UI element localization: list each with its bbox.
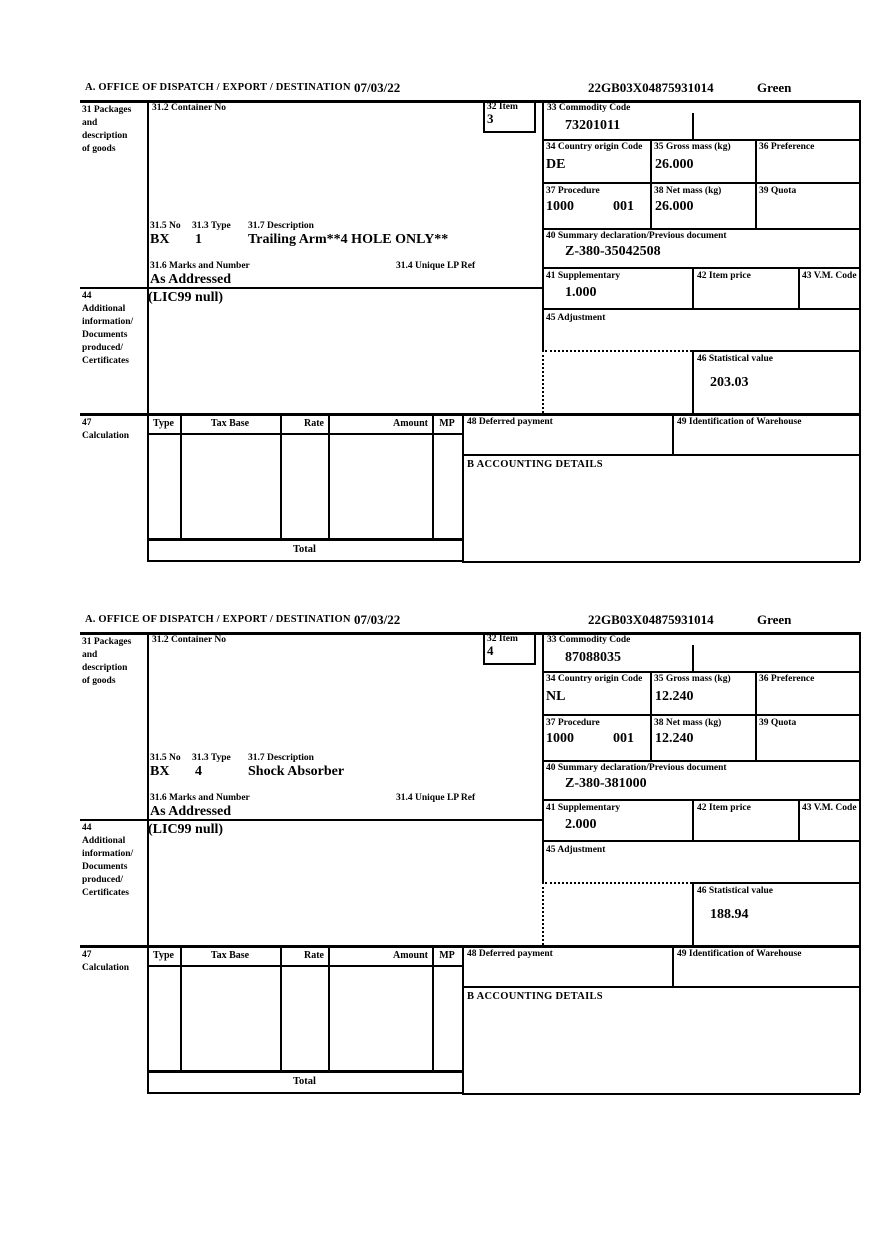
calc-col-rate: Rate — [304, 950, 324, 961]
rule-calc-header-bottom — [147, 433, 462, 435]
warehouse-id-label: 49 Identification of Warehouse — [677, 417, 802, 427]
rule-34-bottom — [542, 182, 860, 184]
box31-label-line1: 31 Packages — [82, 105, 132, 115]
gross-mass-label: 35 Gross mass (kg) — [654, 674, 731, 684]
box44-label-line5: produced/ — [82, 343, 124, 353]
box31-label-line4: of goods — [82, 144, 116, 154]
form-right-edge — [859, 632, 861, 1093]
procedure-value-2: 001 — [613, 731, 634, 746]
packages-no-label: 31.5 No — [150, 753, 181, 763]
net-mass-label: 38 Net mass (kg) — [654, 186, 722, 196]
box44-label — [82, 290, 133, 368]
calc-total-label: Total — [293, 1076, 316, 1087]
rule-40-bottom — [542, 799, 860, 801]
rule-41-bottom — [542, 840, 860, 842]
vm-code-label: 43 V.M. Code — [802, 803, 857, 813]
package-no-value: BX — [150, 232, 170, 247]
box47-label-line2: Calculation — [82, 963, 129, 973]
rule-41-bottom — [542, 308, 860, 310]
calc-divider-amount — [432, 945, 434, 1070]
calc-col-type: Type — [153, 950, 174, 961]
office-of-dispatch-label: A. OFFICE OF DISPATCH / EXPORT / DESTINATION — [85, 82, 351, 93]
package-no-value: BX — [150, 764, 170, 779]
package-type-value: 4 — [195, 764, 202, 779]
commodity-code-label: 33 Commodity Code — [547, 103, 631, 113]
box46-left — [692, 882, 694, 945]
origin-code-label: 34 Country origin Code — [546, 674, 643, 684]
box32-right — [534, 100, 536, 131]
entry-number: 22GB03X04875931014 — [588, 612, 714, 627]
row-divider-44-47 — [80, 413, 861, 416]
col-divider-42-43 — [798, 799, 800, 840]
accounting-details-label: B ACCOUNTING DETAILS — [467, 991, 603, 1002]
box31-label-line4: of goods — [82, 676, 116, 686]
col-divider-41-42 — [692, 267, 694, 308]
calc-divider-taxbase — [280, 945, 282, 1070]
box44-label — [82, 822, 133, 900]
box31-label-line1: 31 Packages — [82, 637, 132, 647]
col-divider-35-36 — [755, 671, 757, 760]
calc-col-tax-base: Tax Base — [210, 950, 250, 961]
procedure-value-1: 1000 — [546, 731, 574, 746]
calc-right-edge — [462, 945, 464, 1093]
rule-calc-header-bottom — [147, 965, 462, 967]
previous-document-label: 40 Summary declaration/Previous document — [546, 231, 727, 241]
origin-code-label: 34 Country origin Code — [546, 142, 643, 152]
marks-value: As Addressed — [150, 804, 232, 819]
package-type-value: 1 — [195, 232, 202, 247]
rule-calc-cells-bottom — [147, 538, 462, 541]
box33-separator — [692, 645, 694, 671]
box31-label-line2: and — [82, 650, 98, 660]
statistical-value-label: 46 Statistical value — [697, 886, 773, 896]
box44-label-line4: Documents — [82, 862, 128, 872]
rule-33-bottom — [542, 139, 860, 141]
quota-label: 39 Quota — [759, 186, 797, 196]
box33-separator — [692, 113, 694, 139]
label-column-divider — [147, 632, 149, 1094]
unique-lp-ref-label: 31.4 Unique LP Ref — [396, 793, 476, 803]
statistical-value: 188.94 — [710, 907, 749, 922]
calc-divider-type — [180, 945, 182, 1070]
description-label: 31.7 Description — [248, 221, 314, 231]
vm-code-label: 43 V.M. Code — [802, 271, 857, 281]
gross-mass-label: 35 Gross mass (kg) — [654, 142, 731, 152]
box44-label-line1: 44 — [82, 823, 92, 833]
deferred-payment-label: 48 Deferred payment — [467, 417, 553, 427]
box31-label — [82, 636, 131, 688]
previous-document-label: 40 Summary declaration/Previous document — [546, 763, 727, 773]
rule-48-bottom — [462, 986, 860, 988]
marks-value: As Addressed — [150, 272, 232, 287]
col-divider-41-42 — [692, 799, 694, 840]
goods-description-value: Trailing Arm**4 HOLE ONLY** — [248, 232, 449, 247]
box47-label-line1: 47 — [82, 950, 92, 960]
mid-right-divider — [542, 632, 544, 882]
rule-accounting-bottom — [462, 561, 860, 563]
form-right-edge — [859, 100, 861, 561]
adjustment-label: 45 Adjustment — [546, 313, 606, 323]
packages-type-label: 31.3 Type — [192, 221, 231, 231]
office-of-dispatch-label: A. OFFICE OF DISPATCH / EXPORT / DESTINATION — [85, 614, 351, 625]
row-divider-44-47 — [80, 945, 861, 948]
box44-label-line6: Certificates — [82, 888, 129, 898]
calc-col-tax-base: Tax Base — [210, 418, 250, 429]
dotted-left-46-region — [542, 882, 544, 945]
calc-col-mp: MP — [439, 950, 455, 961]
net-mass-value: 26.000 — [655, 199, 694, 214]
packages-no-label: 31.5 No — [150, 221, 181, 231]
rule-total-bottom — [147, 560, 464, 562]
calc-divider-type — [180, 413, 182, 538]
supplementary-label: 41 Supplementary — [546, 271, 621, 281]
rule-48-bottom — [462, 454, 860, 456]
warehouse-id-label: 49 Identification of Warehouse — [677, 949, 802, 959]
goods-description-value: Shock Absorber — [248, 764, 345, 779]
commodity-code-label: 33 Commodity Code — [547, 635, 631, 645]
description-label: 31.7 Description — [248, 753, 314, 763]
entry-status: Green — [757, 612, 792, 627]
box31-label-line3: description — [82, 131, 128, 141]
col-divider-34-35 — [650, 671, 652, 760]
box32-left — [483, 100, 485, 131]
calc-divider-taxbase — [280, 413, 282, 538]
marks-number-label: 31.6 Marks and Number — [150, 793, 250, 803]
net-mass-value: 12.240 — [655, 731, 694, 746]
entry-number: 22GB03X04875931014 — [588, 80, 714, 95]
item-price-label: 42 Item price — [697, 271, 751, 281]
packages-type-label: 31.3 Type — [192, 753, 231, 763]
gross-mass-value: 26.000 — [655, 157, 694, 172]
rule-32-bottom — [483, 131, 536, 133]
entry-date: 07/03/22 — [354, 80, 401, 95]
rule-46-top — [692, 350, 860, 352]
box32-right — [534, 632, 536, 663]
supplementary-label: 41 Supplementary — [546, 803, 621, 813]
divider-48-49 — [672, 945, 674, 986]
accounting-details-label: B ACCOUNTING DETAILS — [467, 459, 603, 470]
entry-date: 07/03/22 — [354, 612, 401, 627]
rule-37-bottom — [542, 760, 860, 762]
box47-label — [82, 949, 129, 975]
item-number: 4 — [487, 643, 494, 658]
calc-col-rate: Rate — [304, 418, 324, 429]
declaration-item-block-2 — [80, 610, 861, 1116]
statistical-value: 203.03 — [710, 375, 749, 390]
adjustment-label: 45 Adjustment — [546, 845, 606, 855]
additional-info-value: (LIC99 null) — [148, 822, 224, 837]
preference-label: 36 Preference — [759, 674, 815, 684]
calc-right-edge — [462, 413, 464, 561]
supplementary-value: 2.000 — [565, 817, 597, 832]
box47-label-line2: Calculation — [82, 431, 129, 441]
unique-lp-ref-label: 31.4 Unique LP Ref — [396, 261, 476, 271]
calc-col-amount: Amount — [392, 418, 428, 429]
origin-code-value: NL — [546, 689, 566, 704]
calc-divider-rate — [328, 945, 330, 1070]
col-divider-35-36 — [755, 139, 757, 228]
rule-calc-cells-bottom — [147, 1070, 462, 1073]
box44-label-line1: 44 — [82, 291, 92, 301]
previous-document-value: Z-380-35042508 — [565, 244, 661, 259]
col-divider-34-35 — [650, 139, 652, 228]
item-number: 3 — [487, 111, 494, 126]
procedure-value-2: 001 — [613, 199, 634, 214]
item-box-label: 32 Item — [487, 634, 518, 644]
dotted-rule-45-bottom — [545, 882, 692, 884]
commodity-code-value: 87088035 — [565, 650, 621, 665]
box31-label-line3: description — [82, 663, 128, 673]
mid-right-divider — [542, 100, 544, 350]
box44-label-line2: Additional — [82, 304, 126, 314]
rule-40-bottom — [542, 267, 860, 269]
net-mass-label: 38 Net mass (kg) — [654, 718, 722, 728]
procedure-label: 37 Procedure — [546, 186, 600, 196]
calc-divider-rate — [328, 413, 330, 538]
box47-label — [82, 417, 129, 443]
deferred-payment-label: 48 Deferred payment — [467, 949, 553, 959]
declaration-item-block-1 — [80, 78, 861, 584]
container-no-label: 31.2 Container No — [152, 103, 226, 113]
label-column-divider — [147, 100, 149, 562]
calc-divider-amount — [432, 413, 434, 538]
box44-label-line2: Additional — [82, 836, 126, 846]
rule-37-bottom — [542, 228, 860, 230]
box44-label-line3: information/ — [82, 317, 134, 327]
dotted-left-46-region — [542, 350, 544, 413]
quota-label: 39 Quota — [759, 718, 797, 728]
box46-left — [692, 350, 694, 413]
item-price-label: 42 Item price — [697, 803, 751, 813]
box44-label-line6: Certificates — [82, 356, 129, 366]
commodity-code-value: 73201011 — [565, 118, 621, 133]
rule-34-bottom — [542, 714, 860, 716]
dotted-rule-45-bottom — [545, 350, 692, 352]
container-no-label: 31.2 Container No — [152, 635, 226, 645]
box32-left — [483, 632, 485, 663]
box44-label-line4: Documents — [82, 330, 128, 340]
gross-mass-value: 12.240 — [655, 689, 694, 704]
additional-info-value: (LIC99 null) — [148, 290, 224, 305]
col-divider-42-43 — [798, 267, 800, 308]
entry-status: Green — [757, 80, 792, 95]
calc-col-amount: Amount — [392, 950, 428, 961]
preference-label: 36 Preference — [759, 142, 815, 152]
statistical-value-label: 46 Statistical value — [697, 354, 773, 364]
calc-col-mp: MP — [439, 418, 455, 429]
procedure-label: 37 Procedure — [546, 718, 600, 728]
divider-48-49 — [672, 413, 674, 454]
previous-document-value: Z-380-381000 — [565, 776, 647, 791]
marks-number-label: 31.6 Marks and Number — [150, 261, 250, 271]
box31-label-line2: and — [82, 118, 98, 128]
box44-label-line3: information/ — [82, 849, 134, 859]
rule-total-bottom — [147, 1092, 464, 1094]
calc-col-type: Type — [153, 418, 174, 429]
origin-code-value: DE — [546, 157, 566, 172]
box44-label-line5: produced/ — [82, 875, 124, 885]
item-box-label: 32 Item — [487, 102, 518, 112]
rule-33-bottom — [542, 671, 860, 673]
box31-label — [82, 104, 131, 156]
procedure-value-1: 1000 — [546, 199, 574, 214]
rule-32-bottom — [483, 663, 536, 665]
calc-total-label: Total — [293, 544, 316, 555]
rule-46-top — [692, 882, 860, 884]
rule-accounting-bottom — [462, 1093, 860, 1095]
box47-label-line1: 47 — [82, 418, 92, 428]
supplementary-value: 1.000 — [565, 285, 597, 300]
